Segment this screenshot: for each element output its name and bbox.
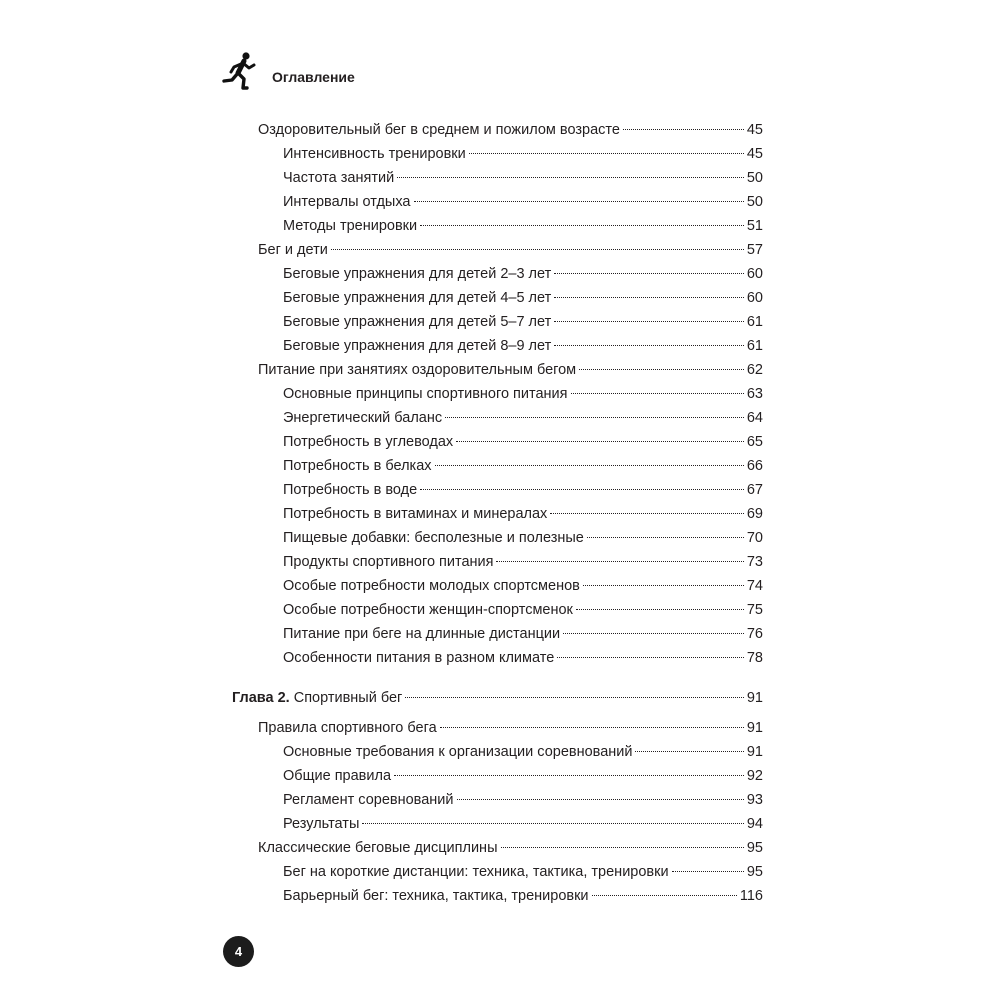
toc-entry-text: Особые потребности молодых спортсменов bbox=[283, 578, 580, 594]
toc-entry bbox=[258, 838, 763, 858]
toc-entry-title bbox=[283, 886, 589, 906]
toc-entry-page: 66 bbox=[746, 458, 763, 474]
toc-entry bbox=[232, 688, 763, 708]
toc-entry-text: Интенсивность тренировки bbox=[283, 146, 466, 162]
toc-entry-page: 95 bbox=[746, 840, 763, 856]
toc-entry bbox=[283, 432, 763, 452]
toc-entry bbox=[283, 408, 763, 428]
dot-leader bbox=[583, 583, 744, 586]
toc-entry-title bbox=[258, 360, 576, 380]
dot-leader bbox=[435, 463, 744, 466]
toc-entry-text: Общие правила bbox=[283, 768, 392, 784]
toc-entry-title bbox=[258, 120, 620, 140]
toc-entry-title bbox=[283, 336, 551, 356]
toc-entry-title bbox=[283, 814, 359, 834]
toc-entry-title bbox=[283, 504, 547, 524]
toc-entry-title bbox=[283, 312, 551, 332]
toc-entry-title bbox=[283, 600, 573, 620]
toc-entry-page: 75 bbox=[746, 602, 763, 618]
toc-entry-page: 91 bbox=[746, 720, 763, 736]
toc-entry bbox=[258, 360, 763, 380]
toc-entry-text: Беговые упражнения для детей 4–5 лет bbox=[283, 290, 552, 306]
dot-leader bbox=[592, 893, 737, 896]
toc-entry-text: Методы тренировки bbox=[283, 218, 418, 234]
dot-leader bbox=[420, 487, 744, 490]
toc-entry-page: 73 bbox=[746, 554, 763, 570]
toc-entry bbox=[283, 264, 763, 284]
dot-leader bbox=[550, 511, 744, 514]
dot-leader bbox=[331, 247, 744, 250]
toc-entry bbox=[283, 144, 763, 164]
dot-leader bbox=[414, 199, 744, 202]
toc-entry-title bbox=[283, 742, 632, 762]
dot-leader bbox=[554, 343, 744, 346]
toc-entry-title bbox=[283, 144, 466, 164]
dot-leader bbox=[440, 725, 744, 728]
toc-entry-title bbox=[283, 552, 493, 572]
toc-entry-page: 60 bbox=[746, 290, 763, 306]
toc-entry bbox=[283, 766, 763, 786]
toc-entry-text: Пищевые добавки: бесполезные и полезные bbox=[283, 530, 584, 546]
toc-entry-title bbox=[283, 480, 417, 500]
toc-entry bbox=[258, 120, 763, 140]
toc-entry bbox=[283, 288, 763, 308]
dot-leader bbox=[362, 821, 743, 824]
toc-entry bbox=[283, 528, 763, 548]
toc-entry bbox=[283, 648, 763, 668]
toc-entry-text: Основные требования к организации соревнований bbox=[283, 744, 633, 760]
page-number: 4 bbox=[234, 944, 243, 959]
toc-entry bbox=[283, 742, 763, 762]
toc-entry-text: Барьерный бег: техника, тактика, тренировки bbox=[283, 888, 589, 904]
toc-entry-page: 57 bbox=[746, 242, 763, 258]
toc-entry-page: 116 bbox=[739, 888, 763, 904]
dot-leader bbox=[445, 415, 744, 418]
dot-leader bbox=[394, 773, 744, 776]
toc-entry-page: 45 bbox=[746, 122, 763, 138]
toc-entry-text: Потребность в витаминах и минералах bbox=[283, 506, 548, 522]
toc-entry-page: 62 bbox=[746, 362, 763, 378]
toc-entry-text: Беговые упражнения для детей 5–7 лет bbox=[283, 314, 552, 330]
toc-entry-page: 93 bbox=[746, 792, 763, 808]
dot-leader bbox=[405, 695, 744, 698]
dot-leader bbox=[557, 655, 744, 658]
toc-entry-page: 95 bbox=[746, 864, 763, 880]
toc-entry-page: 74 bbox=[746, 578, 763, 594]
toc-entry bbox=[283, 312, 763, 332]
toc-entry bbox=[283, 600, 763, 620]
toc-entry-page: 70 bbox=[746, 530, 763, 546]
toc-entry bbox=[258, 240, 763, 260]
toc-entry-text: Частота занятий bbox=[283, 170, 395, 186]
toc-entry-title bbox=[283, 288, 551, 308]
toc-entry-title bbox=[283, 624, 560, 644]
toc-entry-page: 76 bbox=[746, 626, 763, 642]
toc-entry bbox=[283, 456, 763, 476]
toc-entry bbox=[283, 576, 763, 596]
toc-entry-page: 91 bbox=[746, 690, 763, 706]
dot-leader bbox=[501, 845, 744, 848]
toc-entry-page: 63 bbox=[746, 386, 763, 402]
toc-entry-page: 51 bbox=[746, 218, 763, 234]
toc-entry-text: Питание при занятиях оздоровительным бегом bbox=[258, 362, 577, 378]
toc-entry-title bbox=[283, 384, 568, 404]
dot-leader bbox=[469, 151, 744, 154]
dot-leader bbox=[554, 319, 744, 322]
toc-entry-page: 60 bbox=[746, 266, 763, 282]
toc-entry bbox=[283, 168, 763, 188]
toc-entry bbox=[283, 504, 763, 524]
dot-leader bbox=[456, 439, 744, 442]
toc-entry bbox=[283, 480, 763, 500]
dot-leader bbox=[554, 271, 744, 274]
chapter-label: Глава 2. bbox=[232, 690, 290, 706]
toc-entry bbox=[258, 718, 763, 738]
toc-entry-text: Потребность в углеводах bbox=[283, 434, 454, 450]
toc-entry-title bbox=[283, 216, 417, 236]
dot-leader bbox=[457, 797, 744, 800]
dot-leader bbox=[563, 631, 744, 634]
toc-entry-text: Спортивный бег bbox=[293, 690, 403, 706]
toc-entry-page: 78 bbox=[746, 650, 763, 666]
dot-leader bbox=[672, 869, 744, 872]
toc-entry-text: Основные принципы спортивного питания bbox=[283, 386, 568, 402]
toc-entry-page: 91 bbox=[746, 744, 763, 760]
toc-entry-text: Особенности питания в разном климате bbox=[283, 650, 555, 666]
toc-entry bbox=[283, 192, 763, 212]
toc-entry bbox=[283, 790, 763, 810]
toc-entry-page: 94 bbox=[746, 816, 763, 832]
toc-entry-text: Бег и дети bbox=[258, 242, 328, 258]
toc-entry-title bbox=[283, 264, 551, 284]
toc-entry bbox=[283, 624, 763, 644]
toc-entry-page: 67 bbox=[746, 482, 763, 498]
toc-entry bbox=[283, 216, 763, 236]
dot-leader bbox=[635, 749, 743, 752]
dot-leader bbox=[576, 607, 744, 610]
toc-entry bbox=[283, 336, 763, 356]
toc-entry-text: Беговые упражнения для детей 2–3 лет bbox=[283, 266, 552, 282]
toc-entry-text: Энергетический баланс bbox=[283, 410, 443, 426]
toc-entry-page: 65 bbox=[746, 434, 763, 450]
toc-entry-page: 64 bbox=[746, 410, 763, 426]
toc-entry-page: 50 bbox=[746, 170, 763, 186]
toc-entry-page: 45 bbox=[746, 146, 763, 162]
toc-entry-text: Особые потребности женщин-спортсменок bbox=[283, 602, 573, 618]
toc-entry bbox=[283, 886, 763, 906]
toc-entry-title bbox=[283, 790, 454, 810]
toc-entry-page: 69 bbox=[746, 506, 763, 522]
toc-entry-title bbox=[283, 648, 554, 668]
toc-entry-text: Оздоровительный бег в среднем и пожилом возрасте bbox=[258, 122, 620, 138]
page-number-badge bbox=[223, 936, 254, 967]
toc-entry-page: 92 bbox=[746, 768, 763, 784]
toc-entry-text: Классические беговые дисциплины bbox=[258, 840, 498, 856]
toc-entry bbox=[283, 552, 763, 572]
dot-leader bbox=[554, 295, 744, 298]
toc-entry-text: Интервалы отдыха bbox=[283, 194, 411, 210]
toc-entry-title bbox=[258, 838, 498, 858]
toc-entry-title bbox=[283, 766, 391, 786]
dot-leader bbox=[623, 127, 744, 130]
toc-entry-title bbox=[283, 168, 394, 188]
toc-entry-title bbox=[258, 718, 437, 738]
toc-entry-text: Правила спортивного бега bbox=[258, 720, 437, 736]
dot-leader bbox=[587, 535, 744, 538]
toc-entry-title bbox=[283, 528, 584, 548]
dot-leader bbox=[579, 367, 744, 370]
dot-leader bbox=[420, 223, 744, 226]
toc-entry-title bbox=[283, 862, 669, 882]
toc-entry-title bbox=[283, 576, 580, 596]
toc-entry-page: 61 bbox=[746, 338, 763, 354]
toc-entry bbox=[283, 862, 763, 882]
toc-entry-title bbox=[283, 192, 411, 212]
toc-entry-title bbox=[283, 408, 442, 428]
toc-entry-text: Потребность в воде bbox=[283, 482, 418, 498]
toc-entry-page: 50 bbox=[746, 194, 763, 210]
dot-leader bbox=[571, 391, 744, 394]
toc-entry-text: Потребность в белках bbox=[283, 458, 432, 474]
dot-leader bbox=[397, 175, 744, 178]
toc-entry-title bbox=[283, 456, 432, 476]
toc-entry-text: Результаты bbox=[283, 816, 360, 832]
page-header-title: Оглавление bbox=[272, 69, 355, 85]
toc-entry-title bbox=[232, 688, 402, 708]
dot-leader bbox=[496, 559, 743, 562]
toc-entry-title bbox=[258, 240, 328, 260]
toc-entry-title bbox=[283, 432, 453, 452]
toc-entry-text: Бег на короткие дистанции: техника, тактика, тренировки bbox=[283, 864, 669, 880]
toc-entry-text: Продукты спортивного питания bbox=[283, 554, 494, 570]
toc-entry-text: Питание при беге на длинные дистанции bbox=[283, 626, 561, 642]
toc-entry bbox=[283, 814, 763, 834]
toc-entry bbox=[283, 384, 763, 404]
toc-entry-text: Регламент соревнований bbox=[283, 792, 454, 808]
toc-entry-page: 61 bbox=[746, 314, 763, 330]
toc-entry-text: Беговые упражнения для детей 8–9 лет bbox=[283, 338, 552, 354]
